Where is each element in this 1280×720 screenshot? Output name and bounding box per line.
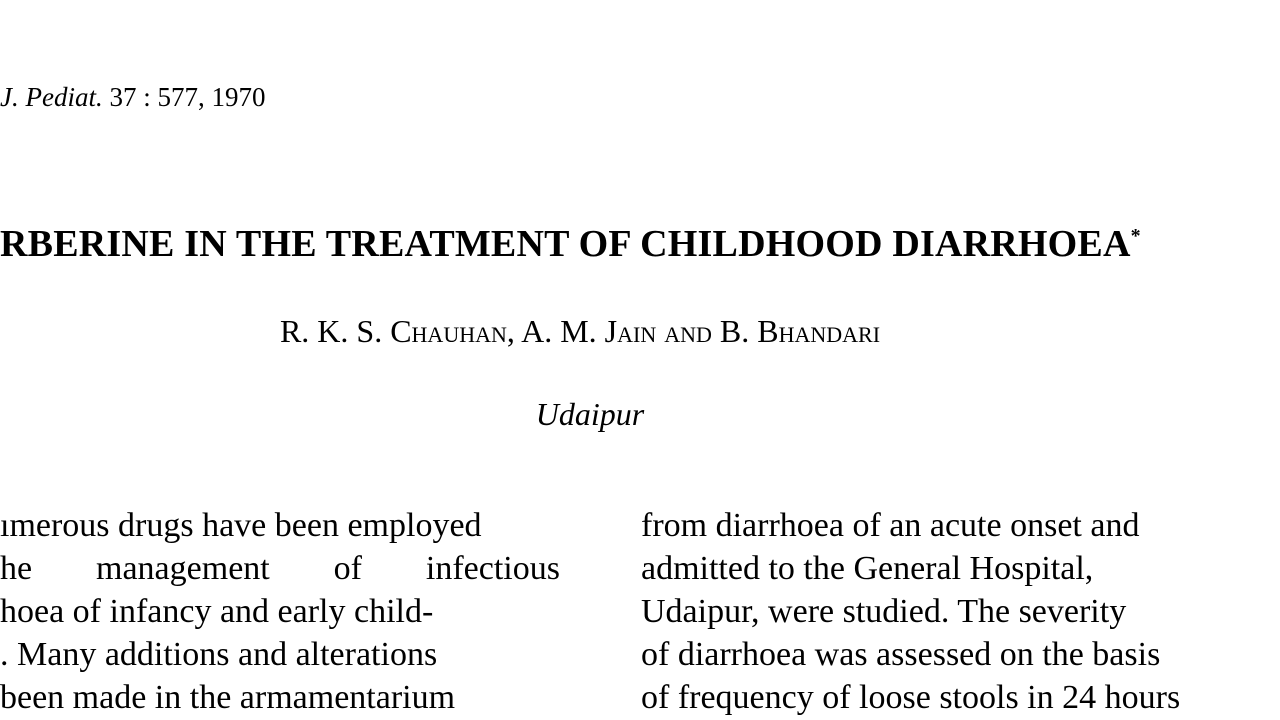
body-column-left (0, 504, 560, 719)
article-title-text: RBERINE IN THE TREATMENT OF CHILDHOOD DIARRHOEA (0, 223, 1131, 265)
body-line: from diarrhoea of an acute onset and (641, 507, 1140, 544)
author-3: B. Bhandari (719, 313, 881, 349)
body-line: Udaipur, were studied. The severity (641, 593, 1127, 630)
body-column-right (641, 504, 1280, 719)
article-title (0, 222, 1141, 266)
journal-citation (0, 82, 265, 113)
citation-separator: : (143, 82, 151, 112)
body-line: admitted to the General Hospital, (641, 550, 1094, 587)
journal-volume: 37 (109, 82, 137, 112)
body-line: he management of infectious (0, 550, 560, 587)
body-line: ımerous drugs have been employed (0, 507, 482, 544)
body-line: been made in the armamentarium (0, 679, 456, 716)
journal-name: J. Pediat. (0, 82, 103, 112)
author-2: A. M. Jain and (521, 313, 712, 349)
footnote-marker: * (1130, 225, 1141, 247)
body-line: . Many additions and alterations (0, 636, 438, 673)
body-line: hoea of infancy and early child- (0, 593, 434, 630)
body-line: of diarrhoea was assessed on the basis (641, 636, 1161, 673)
body-line: of frequency of loose stools in 24 hours (641, 679, 1181, 716)
journal-pages-year: 577, 1970 (157, 82, 266, 112)
author-list (0, 313, 1160, 350)
author-1: R. K. S. Chauhan, (279, 313, 515, 349)
affiliation: Udaipur (535, 396, 645, 432)
